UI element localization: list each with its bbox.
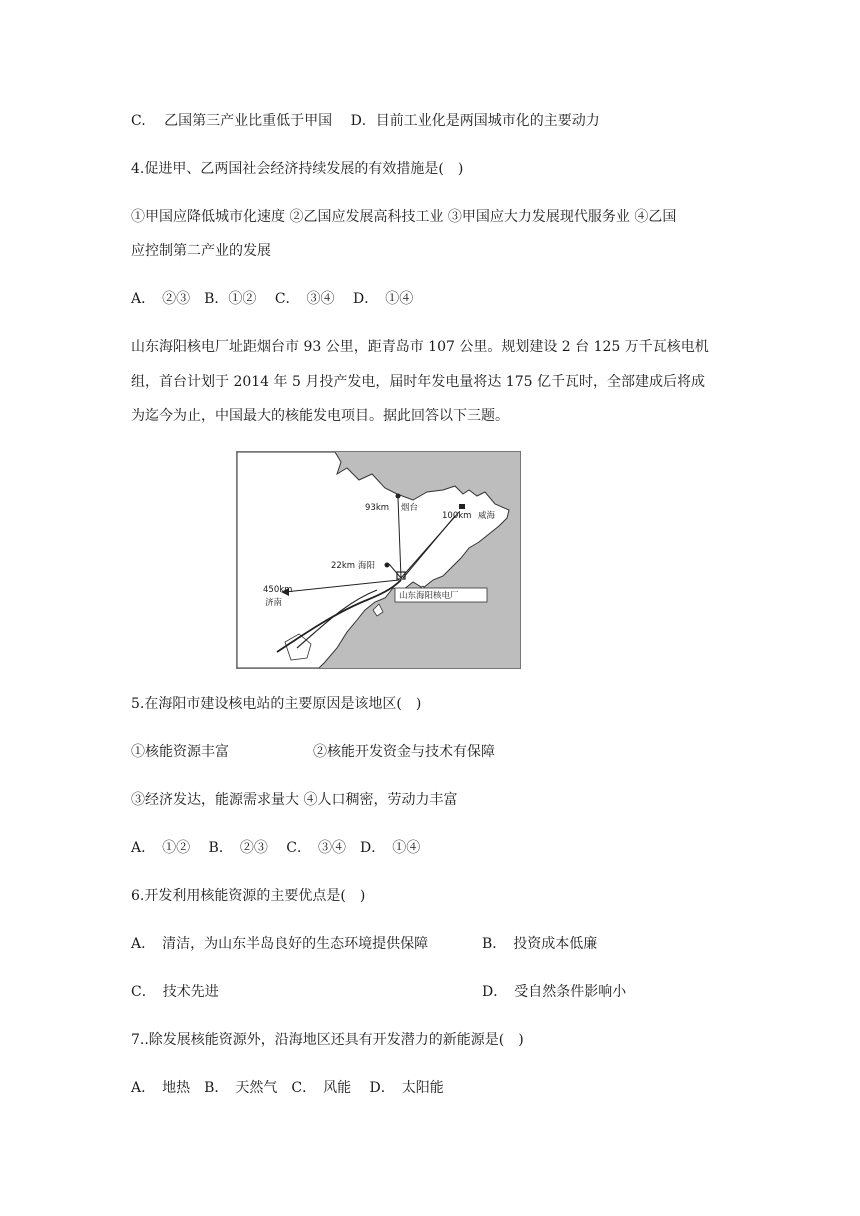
q4-statements-line2: 应控制第二产业的发展 — [131, 243, 271, 259]
question-6: 6.开发利用核能资源的主要优点是( ) — [131, 888, 366, 904]
label-jinan: 济南 — [265, 598, 283, 608]
label-haiyang: 海阳 — [358, 561, 376, 571]
haiyang-location-map — [236, 451, 521, 669]
passage-line3: 为迄今为止，中国最大的核能发电项目。据此回答以下三题。 — [131, 408, 509, 424]
passage-line2: 组，首台计划于 2014 年 5 月投产发电，届时年发电量将达 175 亿千瓦时，全部建成后将成 — [131, 374, 705, 390]
q6-option-a: A． 清洁，为山东半岛良好的生态环境提供保障 — [131, 936, 429, 952]
passage-line1: 山东海阳核电厂址距烟台市 93 公里，距青岛市 107 公里。规划建设 2 台 125 万千瓦核电机 — [131, 339, 709, 355]
question-7: 7..除发展核能资源外，沿海地区还具有开发潜力的新能源是( ) — [131, 1032, 524, 1048]
label-weihai: 威海 — [478, 511, 496, 521]
option-line-q3-cd: C. 乙国第三产业比重低于甲国 D．目前工业化是两国城市化的主要动力 — [131, 113, 600, 129]
q4-statements-line1: ①甲国应降低城市化速度 ②乙国应发展高科技工业 ③甲国应大力发展现代服务业 ④乙国 — [131, 209, 677, 225]
question-4: 4.促进甲、乙两国社会经济持续发展的有效措施是( ) — [131, 161, 464, 177]
label-yantai: 烟台 — [401, 503, 419, 513]
label-haiyang-distance: 22km — [331, 561, 356, 571]
q7-options: A． 地热 B． 天然气 C． 风能 D． 太阳能 — [131, 1080, 444, 1096]
q5-options: A． ①② B． ②③ C． ③④ D． ①④ — [131, 840, 421, 856]
label-nuclear-plant: 山东海阳核电厂 — [399, 591, 459, 601]
label-weihai-distance: 100km — [442, 511, 472, 521]
q5-statements-line1: ①核能资源丰富 ②核能开发资金与技术有保障 — [131, 744, 495, 760]
q5-statements-line2: ③经济发达，能源需求量大 ④人口稠密，劳动力丰富 — [131, 792, 458, 808]
label-yantai-distance: 93km — [365, 503, 390, 513]
q6-option-b: B． 投资成本低廉 — [482, 936, 598, 952]
q6-option-d: D． 受自然条件影响小 — [482, 984, 627, 1000]
label-jinan-distance: 450km — [263, 585, 293, 595]
q4-options: A． ②③ B．①② C． ③④ D． ①④ — [131, 291, 414, 307]
question-5: 5.在海阳市建设核电站的主要原因是该地区( ) — [131, 696, 422, 712]
q6-option-c: C． 技术先进 — [131, 984, 219, 1000]
